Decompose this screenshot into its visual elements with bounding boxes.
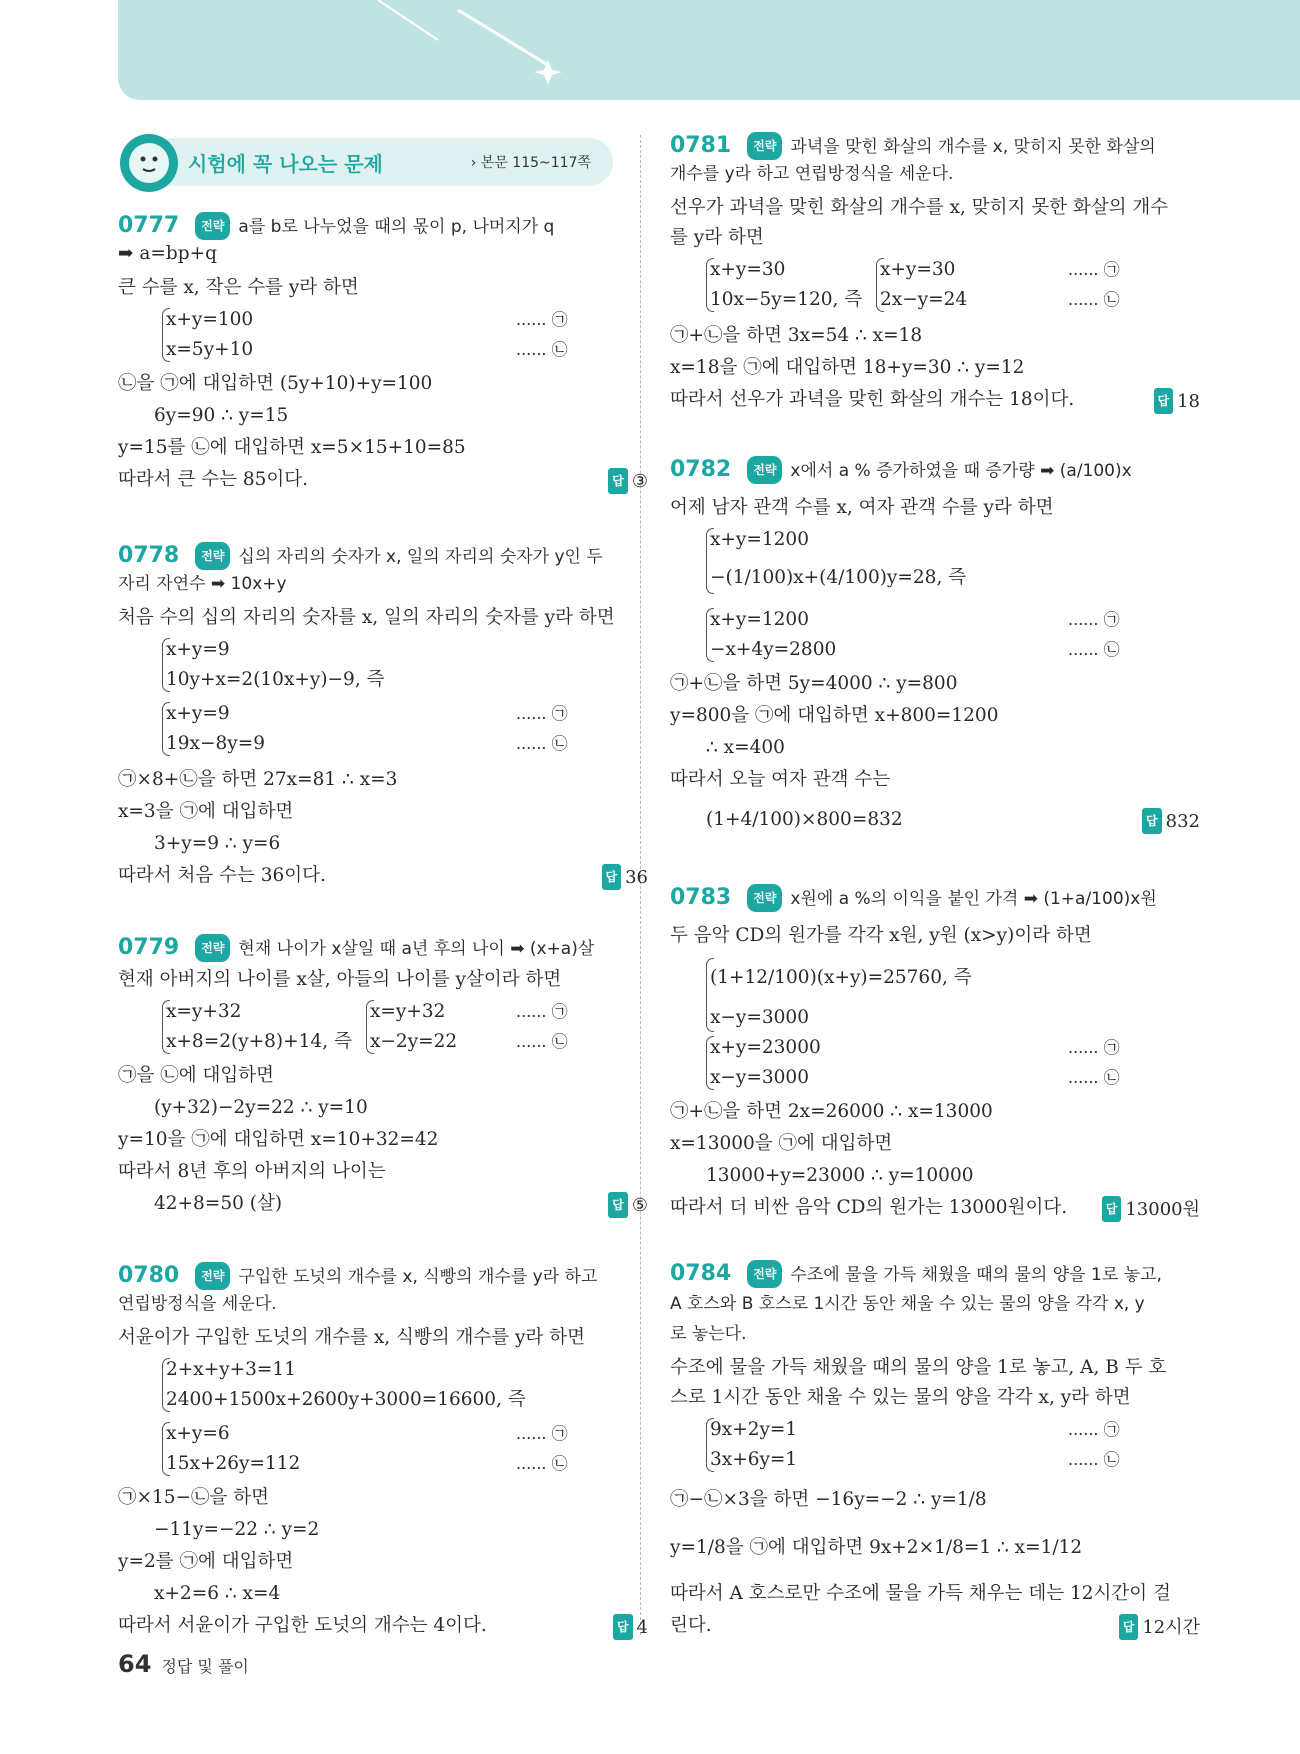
answer	[1119, 1614, 1200, 1640]
solution-step: y=800을 ㉠에 대입하면 x+800=1200	[670, 705, 999, 726]
answer-label: 답	[608, 468, 628, 494]
hint-text: 연립방정식을 세운다.	[118, 1294, 277, 1314]
equation	[166, 1030, 352, 1054]
equation-marker: ...... ㉡	[1068, 640, 1120, 659]
equation-marker: ...... ㉠	[1068, 260, 1120, 279]
hint-text: 로 놓는다.	[670, 1324, 747, 1344]
solution-step: ㉠×15−㉡을 하면	[118, 1487, 270, 1508]
problem-number: 0780	[118, 1263, 180, 1288]
hint-text: 개수를 y라 하고 연립방정식을 세운다.	[670, 164, 954, 184]
solution-step: 따라서 오늘 여자 관객 수는	[670, 769, 891, 790]
conclusion: 따라서 서윤이가 구입한 도넛의 개수는 4이다.	[118, 1615, 487, 1636]
equation: x−2y=22	[370, 1031, 458, 1052]
solution-step: ㉠+㉡을 하면 3x=54 ∴ x=18	[670, 325, 923, 346]
equation: x+y=100	[166, 309, 254, 330]
page-footer	[118, 1650, 249, 1678]
equation: 3x+6y=1	[710, 1449, 798, 1470]
solution-step: ㉠×8+㉡을 하면 27x=81 ∴ x=3	[118, 769, 398, 790]
solution-step: 42+8=50 (살)	[154, 1193, 283, 1214]
equation-marker: ...... ㉡	[516, 1454, 568, 1473]
answer-value: 832	[1165, 811, 1200, 832]
answer-label: 답	[1102, 1196, 1122, 1222]
conclusion: 따라서 A 호스로만 수조에 물을 가득 채우는 데는 12시간이 걸	[670, 1583, 1171, 1604]
answer-label: 답	[1142, 808, 1162, 834]
equation: x=5y+10	[166, 339, 254, 360]
footer-label: 정답 및 풀이	[161, 1657, 249, 1676]
answer-label: 답	[613, 1614, 633, 1640]
hint-text: 수조에 물을 가득 채웠을 때의 물의 양을 1로 놓고,	[790, 1265, 1162, 1285]
equation	[710, 566, 966, 590]
equation: x+y=23000	[710, 1037, 821, 1058]
equation-marker: ...... ㉡	[516, 340, 568, 359]
equation: x=y+32	[370, 1001, 446, 1022]
equation-marker: ...... ㉡	[1068, 1068, 1120, 1087]
strategy-tag: 전략	[195, 934, 230, 962]
answer-value: 13000원	[1125, 1199, 1200, 1220]
header-band	[118, 0, 1300, 100]
setup-text: 어제 남자 관객 수를 x, 여자 관객 수를 y라 하면	[670, 497, 1054, 518]
problem-number: 0784	[670, 1261, 732, 1286]
solution-step: 3+y=9 ∴ y=6	[154, 833, 281, 854]
solution-step: (y+32)−2y=22 ∴ y=10	[154, 1097, 368, 1118]
solution-step: y=1/8을 ㉠에 대입하면 9x+2×1/8=1 ∴ x=1/12	[670, 1537, 1083, 1558]
equation: 15x+26y=112	[166, 1453, 301, 1474]
problem-0780-header	[118, 1262, 597, 1290]
equation-connector: , 즉	[322, 1031, 352, 1052]
solution-step: −11y=−22 ∴ y=2	[154, 1519, 320, 1540]
hint-text: ➡ a=bp+q	[118, 243, 217, 264]
answer-value: ③	[631, 471, 648, 492]
equation-marker: ...... ㉡	[1068, 290, 1120, 309]
answer-value: ⑤	[631, 1195, 648, 1216]
solution-step: y=2를 ㉠에 대입하면	[118, 1551, 294, 1572]
hint-text: 자리 자연수 ➡ 10x+y	[118, 574, 287, 594]
setup-text: 두 음악 CD의 원가를 각각 x원, y원 (x>y)이라 하면	[670, 925, 1092, 946]
answer-value: 36	[625, 867, 648, 888]
solution-step: ㉡을 ㉠에 대입하면 (5y+10)+y=100	[118, 373, 433, 394]
equation-marker: ...... ㉡	[516, 1032, 568, 1051]
hint-text: 현재 나이가 x살일 때 a년 후의 나이 ➡ (x+a)살	[238, 939, 595, 959]
answer	[1142, 808, 1200, 834]
answer-label: 답	[1154, 388, 1174, 414]
page-number: 64	[118, 1650, 152, 1678]
equation-marker: ...... ㉡	[516, 734, 568, 753]
equation	[166, 668, 384, 692]
equation-text: 10y+x=2(10x+y)−9	[166, 669, 355, 690]
setup-text: 현재 아버지의 나이를 x살, 아들의 나이를 y살이라 하면	[118, 969, 562, 990]
equation-connector: , 즉	[832, 289, 863, 310]
solution-step: x=18을 ㉠에 대입하면 18+y=30 ∴ y=12	[670, 357, 1025, 378]
problem-0781-header	[670, 132, 1156, 160]
hint-text: a를 b로 나누었을 때의 몫이 p, 나머지가 q	[238, 217, 555, 237]
solution-step: x+2=6 ∴ x=4	[154, 1583, 281, 1604]
problem-number: 0783	[670, 885, 732, 910]
equation-suffix: , 즉	[496, 1389, 526, 1410]
solution-step: ㉠−㉡×3을 하면 −16y=−2 ∴ y=1/8	[670, 1489, 987, 1510]
problem-0784-header	[670, 1260, 1162, 1288]
equation: 9x+2y=1	[710, 1419, 798, 1440]
banner-reference: › 본문 115~117쪽	[470, 155, 591, 171]
strategy-tag: 전략	[195, 542, 230, 570]
strategy-tag: 전략	[747, 456, 782, 484]
equation: x=y+32	[166, 1001, 242, 1022]
problem-number: 0777	[118, 213, 180, 238]
equation-text: x+8=2(y+8)+14	[166, 1031, 323, 1052]
equation: x−y=3000	[710, 1067, 809, 1088]
equation-text: (1+12/100)(x+y)=25760	[710, 967, 942, 988]
equation: 2x−y=24	[880, 289, 968, 310]
solution-step: 13000+y=23000 ∴ y=10000	[706, 1165, 974, 1186]
answer	[608, 1192, 648, 1218]
equation-marker: ...... ㉡	[1068, 1450, 1120, 1469]
conclusion: 따라서 선우가 과녁을 맞힌 화살의 개수는 18이다.	[670, 389, 1075, 410]
setup-text: 스로 1시간 동안 채울 수 있는 물의 양을 각각 x, y라 하면	[670, 1387, 1131, 1408]
banner-title: 시험에 꼭 나오는 문제	[188, 152, 383, 176]
equation-marker: ...... ㉠	[1068, 1420, 1120, 1439]
equation-marker: ...... ㉠	[1068, 1038, 1120, 1057]
strategy-tag: 전략	[747, 1260, 782, 1288]
equation-marker: ...... ㉠	[516, 1424, 568, 1443]
solution-step: ㉠을 ㉡에 대입하면	[118, 1065, 274, 1086]
setup-text: 수조에 물을 가득 채웠을 때의 물의 양을 1로 놓고, A, B 두 호	[670, 1357, 1167, 1378]
solution-step: y=15를 ㉡에 대입하면 x=5×15+10=85	[118, 437, 466, 458]
solution-step: ∴ x=400	[706, 737, 785, 758]
solution-step: (1+4/100)×800=832	[706, 809, 903, 830]
setup-text: 큰 수를 x, 작은 수를 y라 하면	[118, 277, 359, 298]
answer-label: 답	[602, 864, 622, 890]
equation-marker: ...... ㉠	[516, 1002, 568, 1021]
conclusion: 린다.	[670, 1615, 712, 1636]
solution-step: 따라서 8년 후의 아버지의 나이는	[118, 1161, 386, 1182]
hint-text: x원에 a %의 이익을 붙인 가격 ➡ (1+a/100)x원	[790, 889, 1157, 909]
problem-0783-header	[670, 884, 1157, 912]
strategy-tag: 전략	[195, 212, 230, 240]
strategy-tag: 전략	[747, 132, 782, 160]
answer-label: 답	[608, 1192, 628, 1218]
problem-number: 0779	[118, 935, 180, 960]
equation-text: −(1/100)x+(4/100)y=28	[710, 567, 937, 588]
setup-text: 서윤이가 구입한 도넛의 개수를 x, 식빵의 개수를 y라 하면	[118, 1327, 585, 1348]
hint-text: x에서 a % 증가하였을 때 증가량 ➡ (a/100)x	[790, 461, 1132, 481]
answer-value: 4	[636, 1617, 648, 1638]
answer-value: 18	[1177, 391, 1200, 412]
problem-0779-header	[118, 934, 594, 962]
answer-value: 12시간	[1142, 1617, 1200, 1638]
answer	[602, 864, 649, 890]
equation-suffix: , 즉	[936, 567, 967, 588]
equation: x+y=30	[710, 259, 786, 280]
problem-number: 0782	[670, 457, 732, 482]
equation-marker: ...... ㉠	[516, 310, 568, 329]
equation	[710, 288, 862, 312]
setup-text: 를 y라 하면	[670, 227, 764, 248]
equation: 19x−8y=9	[166, 733, 265, 754]
equation: x+y=1200	[710, 529, 809, 550]
hint-text: 십의 자리의 숫자가 x, 일의 자리의 숫자가 y인 두	[238, 547, 603, 567]
shooting-star-icon	[318, 0, 618, 100]
problem-0777-header	[118, 212, 554, 240]
equation: x+y=9	[166, 639, 230, 660]
problem-0782-header	[670, 456, 1132, 484]
equation: 2+x+y+3=11	[166, 1359, 296, 1380]
solution-step: y=10을 ㉠에 대입하면 x=10+32=42	[118, 1129, 439, 1150]
equation: x−y=3000	[710, 1007, 809, 1028]
equation	[166, 1388, 526, 1412]
hint-text: A 호스와 B 호스로 1시간 동안 채울 수 있는 물의 양을 각각 x, y	[670, 1294, 1145, 1314]
conclusion: 따라서 더 비싼 음악 CD의 원가는 13000원이다.	[670, 1197, 1068, 1218]
answer	[1102, 1196, 1200, 1222]
equation-suffix: , 즉	[941, 967, 972, 988]
answer-label: 답	[1119, 1614, 1139, 1640]
hint-text: 구입한 도넛의 개수를 x, 식빵의 개수를 y라 하고	[238, 1267, 598, 1287]
equation-marker: ...... ㉠	[516, 704, 568, 723]
setup-text: 처음 수의 십의 자리의 숫자를 x, 일의 자리의 숫자를 y라 하면	[118, 607, 615, 628]
equation-marker: ...... ㉠	[1068, 610, 1120, 629]
equation	[710, 966, 972, 990]
solution-step: ㉠+㉡을 하면 2x=26000 ∴ x=13000	[670, 1101, 993, 1122]
answer	[608, 468, 648, 494]
equation: x+y=9	[166, 703, 230, 724]
solution-step: 6y=90 ∴ y=15	[154, 405, 289, 426]
problem-number: 0778	[118, 543, 180, 568]
solution-step: x=3을 ㉠에 대입하면	[118, 801, 294, 822]
equation-text: 10x−5y=120	[710, 289, 833, 310]
equation-suffix: , 즉	[354, 669, 385, 690]
conclusion: 따라서 처음 수는 36이다.	[118, 865, 326, 886]
section-banner	[118, 130, 613, 196]
mascot-icon	[118, 132, 180, 194]
problem-0778-header	[118, 542, 603, 570]
strategy-tag: 전략	[747, 884, 782, 912]
equation-text: 2400+1500x+2600y+3000=16600	[166, 1389, 497, 1410]
problem-number: 0781	[670, 133, 732, 158]
hint-text: 과녁을 맞힌 화살의 개수를 x, 맞히지 못한 화살의	[790, 137, 1156, 157]
solution-step: x=13000을 ㉠에 대입하면	[670, 1133, 893, 1154]
equation: x+y=6	[166, 1423, 230, 1444]
equation: −x+4y=2800	[710, 639, 837, 660]
answer	[613, 1614, 648, 1640]
strategy-tag: 전략	[195, 1262, 230, 1290]
solution-step: ㉠+㉡을 하면 5y=4000 ∴ y=800	[670, 673, 958, 694]
equation: x+y=30	[880, 259, 956, 280]
answer	[1154, 388, 1201, 414]
equation: x+y=1200	[710, 609, 809, 630]
setup-text: 선우가 과녁을 맞힌 화살의 개수를 x, 맞히지 못한 화살의 개수	[670, 197, 1169, 218]
conclusion: 따라서 큰 수는 85이다.	[118, 469, 309, 490]
